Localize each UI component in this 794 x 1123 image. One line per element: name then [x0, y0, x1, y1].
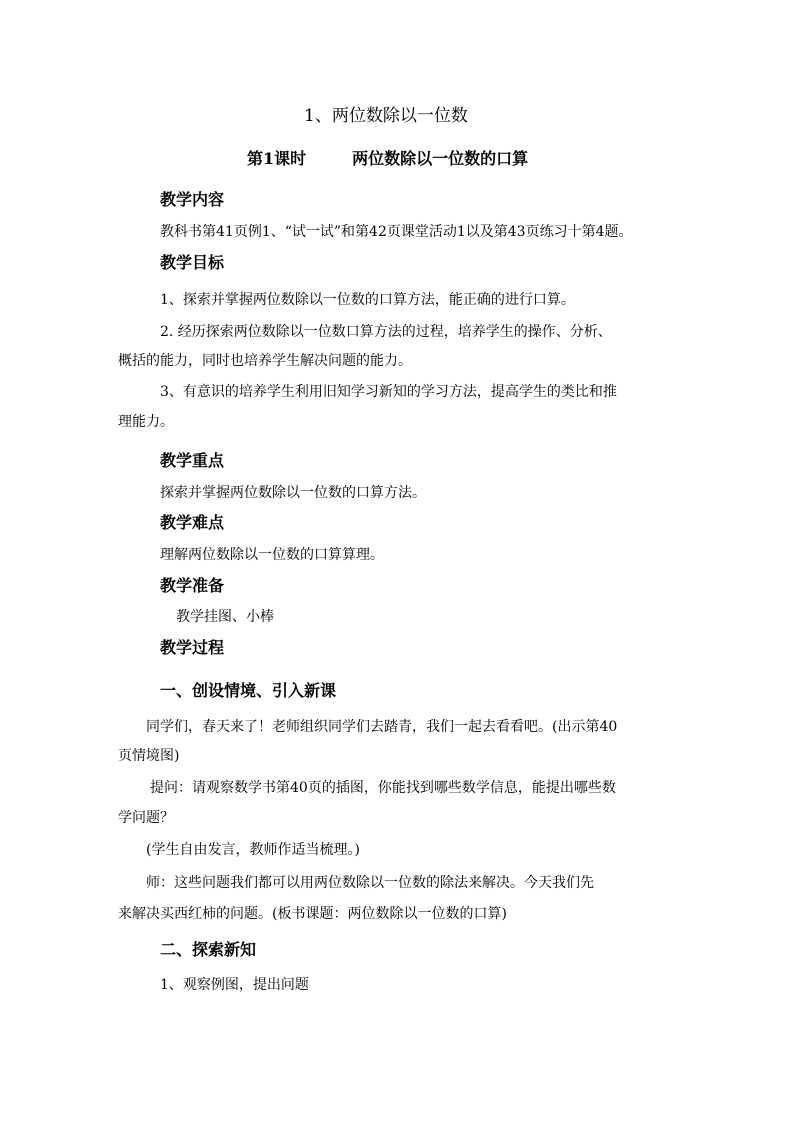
step-1-text: 1、观察例图，提出问题 — [160, 977, 309, 993]
heading-teaching-process: 教学过程 — [160, 638, 225, 657]
goal-3-line-2: 理能力。 — [118, 414, 174, 430]
lesson-subtitle — [247, 150, 528, 168]
heading-difficult-points: 教学难点 — [160, 513, 225, 532]
teaching-content-text: 教科书第41页例1、“试一试”和第42页课堂活动1以及第43页练习十第4题。 — [160, 224, 633, 240]
paragraph-4-line-1: 师：这些问题我们都可以用两位数除以一位数的除法来解决。今天我们先 — [146, 875, 594, 891]
goal-2-line-2: 概括的能力，同时也培养学生解决问题的能力。 — [118, 353, 412, 369]
goal-2-line-1: 2. 经历探索两位数除以一位数口算方法的过程，培养学生的操作、分析、 — [160, 324, 612, 340]
document-title: 1、两位数除以一位数 — [304, 106, 468, 126]
heading-teaching-goals: 教学目标 — [160, 253, 225, 272]
lesson-topic: 两位数除以一位数的口算 — [352, 149, 529, 168]
difficult-points-text: 理解两位数除以一位数的口算算理。 — [160, 547, 384, 563]
paragraph-1-line-2: 页情境图) — [118, 748, 180, 764]
goal-1: 1、探索并掌握两位数除以一位数的口算方法，能正确的进行口算。 — [160, 292, 575, 308]
preparation-text: 教学挂图、小棒 — [176, 609, 274, 625]
section-1-heading: 一、创设情境、引入新课 — [160, 681, 337, 700]
paragraph-3: (学生自由发言，教师作适当梳理。) — [146, 842, 360, 858]
paragraph-2-line-1: 提问：请观察数学书第40页的插图，你能找到哪些数学信息，能提出哪些数 — [150, 780, 616, 796]
paragraph-1-line-1: 同学们，春天来了！老师组织同学们去踏青，我们一起去看看吧。(出示第40 — [146, 719, 618, 735]
heading-teaching-content: 教学内容 — [160, 190, 225, 209]
key-points-text: 探索并掌握两位数除以一位数的口算方法。 — [160, 485, 426, 501]
paragraph-2-line-2: 学问题？ — [118, 810, 174, 826]
paragraph-4-line-2: 来解决买西红柿的问题。(板书课题：两位数除以一位数的口算) — [118, 906, 507, 922]
section-2-heading: 二、探索新知 — [160, 940, 257, 959]
lesson-number: 第1课时 — [247, 149, 307, 168]
heading-key-points: 教学重点 — [160, 451, 225, 470]
heading-preparation: 教学准备 — [160, 576, 225, 595]
goal-3-line-1: 3、有意识的培养学生利用旧知学习新知的学习方法，提高学生的类比和推 — [160, 384, 617, 400]
